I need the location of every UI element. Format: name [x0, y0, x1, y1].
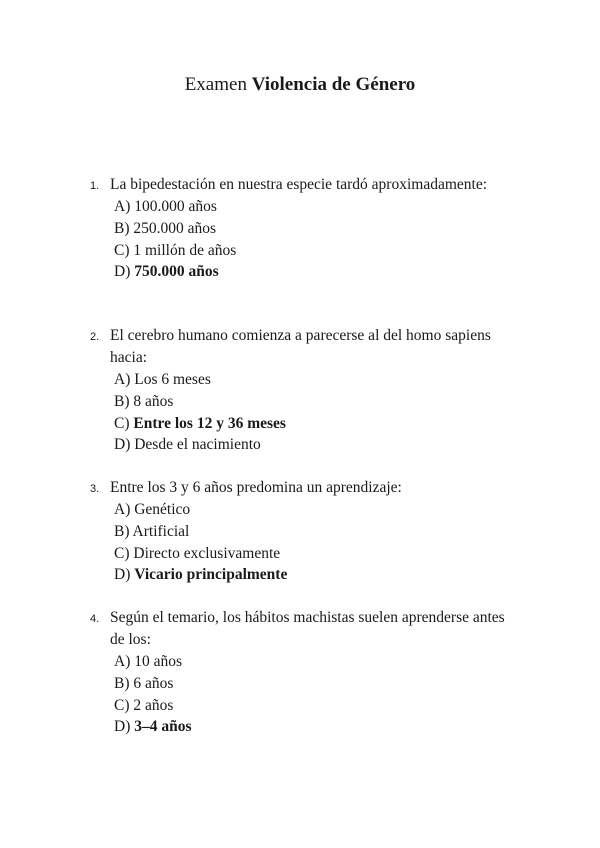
question-text: Según el temario, los hábitos machistas suelen aprenderse antes de los: — [110, 609, 505, 648]
option-letter: B) — [114, 392, 130, 410]
option-a — [114, 369, 530, 391]
option-d-correct — [114, 261, 530, 283]
option-letter: B) — [114, 674, 130, 692]
question-2 — [90, 325, 530, 456]
option-letter: A) — [114, 501, 131, 518]
option-text: 750.000 años — [134, 263, 219, 281]
options-list — [114, 651, 530, 738]
option-b — [114, 521, 530, 543]
question-text: La bipedestación en nuestra especie tardó aproximadamente: — [110, 176, 488, 193]
option-text: Desde el nacimiento — [134, 436, 261, 454]
options-list — [114, 499, 530, 586]
question-3 — [90, 477, 530, 586]
option-letter: B) — [114, 522, 130, 540]
option-a — [114, 499, 530, 521]
option-text: Genético — [134, 501, 191, 518]
option-letter: D) — [114, 566, 131, 584]
option-letter: C) — [114, 544, 130, 562]
question-number: 1. — [90, 180, 100, 192]
option-c — [114, 695, 530, 717]
option-text: 6 años — [133, 674, 174, 692]
option-d — [114, 434, 530, 456]
question-text: El cerebro humano comienza a parecerse al del homo sapiens hacia: — [110, 327, 491, 366]
question-number: 3. — [90, 483, 100, 495]
option-text: 10 años — [134, 653, 183, 670]
option-letter: A) — [114, 653, 131, 670]
question-4 — [90, 607, 530, 738]
option-c — [114, 240, 530, 262]
option-letter: A) — [114, 371, 131, 388]
option-b — [114, 673, 530, 695]
option-d-correct — [114, 716, 530, 738]
option-b — [114, 218, 530, 240]
option-text: Los 6 meses — [134, 371, 211, 388]
option-letter: A) — [114, 198, 131, 215]
option-text: Directo exclusivamente — [133, 544, 281, 562]
options-list — [114, 369, 530, 456]
question-1 — [90, 174, 530, 283]
option-text: Entre los 12 y 36 meses — [133, 414, 286, 432]
option-text: 250.000 años — [133, 219, 217, 237]
option-letter: D) — [114, 263, 131, 281]
option-text: 100.000 años — [134, 198, 217, 215]
question-number: 4. — [90, 613, 100, 625]
option-text: 2 años — [133, 696, 174, 714]
option-b — [114, 391, 530, 413]
question-text: Entre los 3 y 6 años predomina un aprendizaje: — [110, 479, 402, 496]
option-letter: C) — [114, 414, 130, 432]
option-text: Vicario principalmente — [134, 566, 288, 584]
option-text: Artificial — [132, 522, 190, 540]
title-prefix: Examen — [184, 74, 252, 95]
option-c-correct — [114, 413, 530, 435]
option-d-correct — [114, 564, 530, 586]
option-letter: C) — [114, 696, 130, 714]
option-a — [114, 196, 530, 218]
option-letter: C) — [114, 241, 130, 259]
options-list — [114, 196, 530, 283]
option-text: 1 millón de años — [133, 241, 237, 259]
option-c — [114, 543, 530, 565]
option-text: 8 años — [133, 392, 174, 410]
title-subject: Violencia de Género — [251, 74, 416, 95]
option-text: 3–4 años — [134, 718, 192, 736]
option-letter: D) — [114, 718, 131, 736]
page-title — [0, 73, 600, 97]
option-a — [114, 651, 530, 673]
question-number: 2. — [90, 331, 100, 343]
option-letter: D) — [114, 436, 131, 454]
option-letter: B) — [114, 219, 130, 237]
